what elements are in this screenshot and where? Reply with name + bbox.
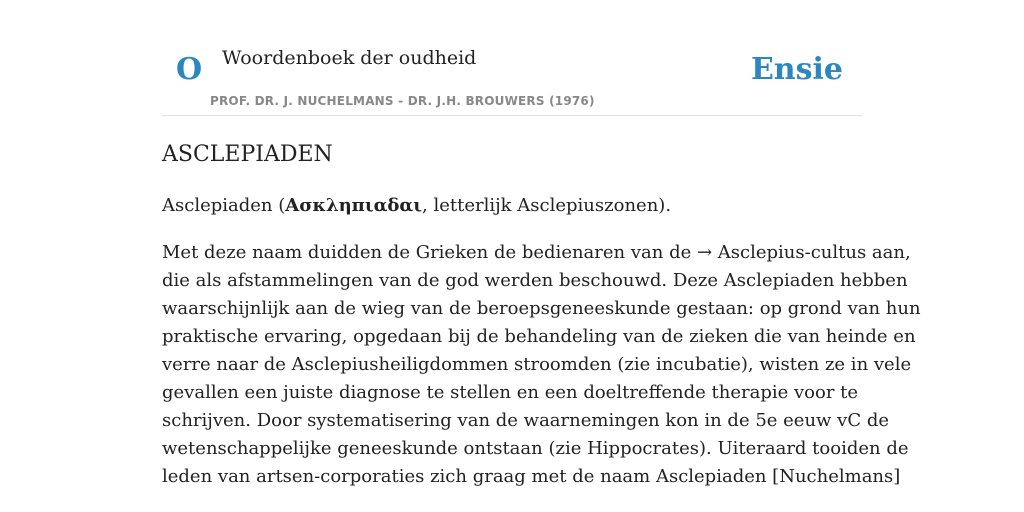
body-line: schrijven. Door systematisering van de waarnemingen kon in de 5e eeuw vC de: [162, 410, 890, 431]
dictionary-title[interactable]: Woordenboek der oudheid: [222, 47, 477, 69]
definition-suffix: , letterlijk Asclepiuszonen).: [422, 195, 672, 216]
body-line: Met deze naam duidden de Grieken de bedienaren van de → Asclepius-cultus aan,: [162, 242, 911, 263]
body-line: gevallen een juiste diagnose te stellen en een doeltreffende therapie voor te: [162, 382, 859, 403]
body-line: praktische ervaring, opgedaan bij de behandeling van de zieken die van heinde en: [162, 326, 916, 347]
definition-prefix: Asclepiaden (: [162, 195, 286, 216]
entry-header: [162, 0, 862, 116]
page-container: [162, 0, 921, 487]
entry-definition: [162, 192, 671, 220]
body-line: leden van artsen-corporaties zich graag met de naam Asclepiaden [Nuchelmans]: [162, 466, 901, 487]
definition-greek-term: Ασκληπιαδαι: [285, 195, 422, 216]
dictionary-authors: PROF. DR. J. NUCHELMANS - DR. J.H. BROUWERS (1976): [210, 94, 595, 108]
body-line: waarschijnlijk aan de wieg van de beroepsgeneeskunde gestaan: op grond van hun: [162, 298, 921, 319]
ensie-logo[interactable]: Ensie: [750, 52, 843, 87]
body-line: verre naar de Asclepiusheiligdommen stroomden (zie incubatie), wisten ze in vele: [162, 354, 912, 375]
body-line: wetenschappelijke geneeskunde ontstaan (zie Hippocrates). Uiteraard tooiden de: [162, 438, 909, 459]
body-line: die als afstammelingen van de god werden beschouwd. Deze Asclepiaden hebben: [162, 270, 908, 291]
entry-body: [162, 239, 921, 491]
entry-title: ASCLEPIADEN: [162, 142, 333, 167]
section-letter[interactable]: O: [176, 52, 203, 87]
